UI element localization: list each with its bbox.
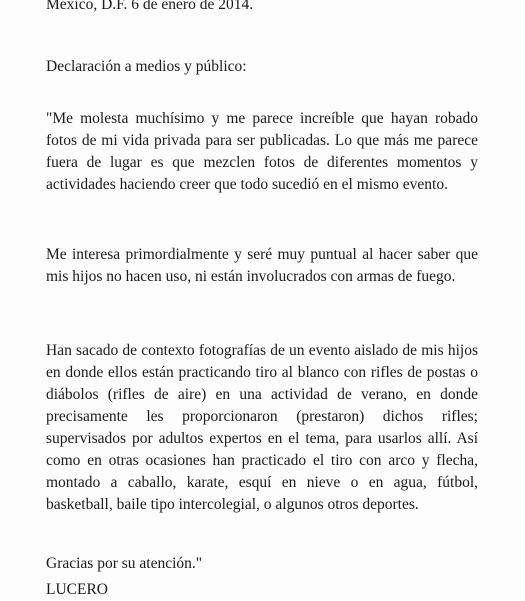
statement-heading: Declaración a medios y público: [46,58,247,75]
closing-line: Gracias por su atención." [46,555,203,572]
paragraph-3: Han sacado de contexto fotografías de un evento aislado de mis hijos en donde ellos están practicando tiro al blanco con rifles de postas o diábolos (rifles de aire) en una actividad de verano, en donde precisamente les proporcionaron (prestaron) dichos rifles; supervisados por adultos expertos en el tema, para usarlos allí. Así como en otras ocasiones han practicado el tiro con arco y flecha, montado a caballo, karate, esquí en nieve o en agua, fútbol, basketball, baile tipo intercolegial, o algunos otros deportes. [46,342,478,513]
paragraph-2: Me interesa primordialmente y seré muy puntual al hacer saber que mis hijos no hacen uso, ni están involucrados con armas de fuego. [46,246,478,285]
paragraph-1: "Me molesta muchísimo y me parece increíble que hayan robado fotos de mi vida privada para ser publicadas. Lo que más me parece fuera de lugar es que mezclen fotos de diferentes momentos y actividades haciendo creer que todo sucedió en el mismo evento. [46,110,478,193]
signature: LUCERO [46,581,108,598]
dateline: México, D.F. 6 de enero de 2014. [46,0,254,13]
